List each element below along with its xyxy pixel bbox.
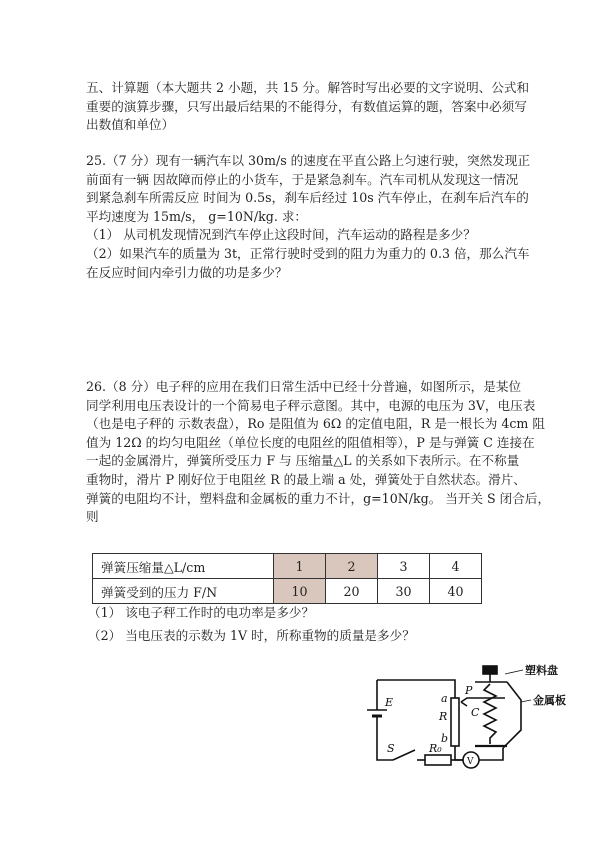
q26-line-5: 一起的金属滑片，弹簧所受压力 F 与 压缩量△L 的关系如下表所示。在不称量 [86, 453, 520, 469]
table-cell: 4 [430, 554, 482, 579]
table-row [93, 579, 482, 604]
q26-line-1: 26.（8 分）电子秤的应用在我们日常生活中已经十分普遍，如图所示，是某位 [86, 379, 522, 394]
label-a: a [441, 692, 448, 705]
q26-line-3: （也是电子秤的 示数表盘），Ro 是阻值为 6Ω 的定值电阻，R 是一根长为 4cm 阻 [86, 416, 545, 432]
table-row-label: 弹簧受到的压力 F/N [93, 579, 274, 604]
q25-line-4: 平均速度为 15m/s， g=10N/kg. 求： [86, 208, 308, 224]
resistor-r-shape [451, 698, 459, 746]
table-cell: 10 [274, 579, 326, 604]
q25-line-2: 前面有一辆 因故障而停止的小货车，于是紧急刹车。汽车司机从发现这一情况 [86, 171, 519, 187]
question-26 [86, 378, 550, 527]
resistor-r0-shape [425, 755, 451, 765]
table-cell: 30 [378, 579, 430, 604]
q26-sub-1: （1） 该电子秤工作时的电功率是多少？ [88, 605, 315, 620]
question-25 [86, 152, 530, 282]
label-r: R [439, 710, 448, 723]
table-row-label: 弹簧压缩量△L/cm [93, 554, 274, 579]
table-cell: 2 [326, 554, 378, 579]
label-metal-plate: 金属板 [533, 694, 566, 707]
label-v: V [467, 757, 474, 767]
q25-line-3: 到紧急刹车所需反应 时间为 0.5s，刹车后经过 10s 汽车停止，在刹车后汽车的 [86, 190, 529, 206]
label-e: E [385, 696, 394, 709]
label-b: b [441, 732, 449, 745]
label-p: P [465, 684, 473, 697]
section-header [86, 79, 529, 135]
circuit-diagram [355, 660, 595, 780]
label-plastic-tray: 塑料盘 [525, 664, 558, 677]
q26-line-4: 值为 12Ω 的均匀电阻丝（单位长度的电阻丝的阻值相等），P 是与弹簧 C 连接在 [86, 434, 535, 450]
q25-line-7: 在反应时间内牵引力做的功是多少？ [86, 264, 288, 280]
table-row [93, 554, 482, 579]
table-cell: 40 [430, 579, 482, 604]
table-cell: 3 [378, 554, 430, 579]
q26-line-7: 弹簧的电阻均不计，塑料盘和金属板的重力不计，g=10N/kg。 当开关 S 闭合后， [86, 490, 551, 506]
label-c: C [471, 706, 480, 719]
section-line-1: 五、计算题（本大题共 2 小题，共 15 分。解答时写出必要的文字说明、公式和 [86, 80, 530, 95]
label-s: S [387, 742, 395, 755]
q25-line-5: （1） 从司机发现情况到汽车停止这段时间，汽车运动的路程是多少？ [86, 227, 476, 243]
spring-data-table [92, 553, 482, 604]
q25-line-1: 25.（7 分）现有一辆汽车以 30m/s 的速度在平直公路上匀速行驶，突然发现正 [86, 153, 530, 168]
table-cell: 1 [274, 554, 326, 579]
q26-line-6: 重物时，滑片 P 刚好位于电阻丝 R 的最上端 a 处，弹簧处于自然状态。滑片、 [86, 471, 526, 487]
label-r0: R₀ [429, 742, 442, 755]
q26-sub-2: （2） 当电压表的示数为 1V 时，所称重物的质量是多少？ [88, 628, 415, 643]
q25-line-6: （2）如果汽车的质量为 3t，正常行驶时受到的阻力为重力的 0.3 倍，那么汽车 [86, 245, 530, 261]
section-line-2: 重要的演算步骤，只写出最后结果的不能得分，有数值运算的题，答案中必须写 [86, 98, 527, 114]
q26-line-2: 同学利用电压表设计的一个简易电子秤示意图。其中，电源的电压为 3V，电压表 [86, 397, 536, 413]
section-line-3: 出数值和单位） [86, 117, 175, 133]
q26-line-8: 则 [86, 509, 99, 525]
table-cell: 20 [326, 579, 378, 604]
